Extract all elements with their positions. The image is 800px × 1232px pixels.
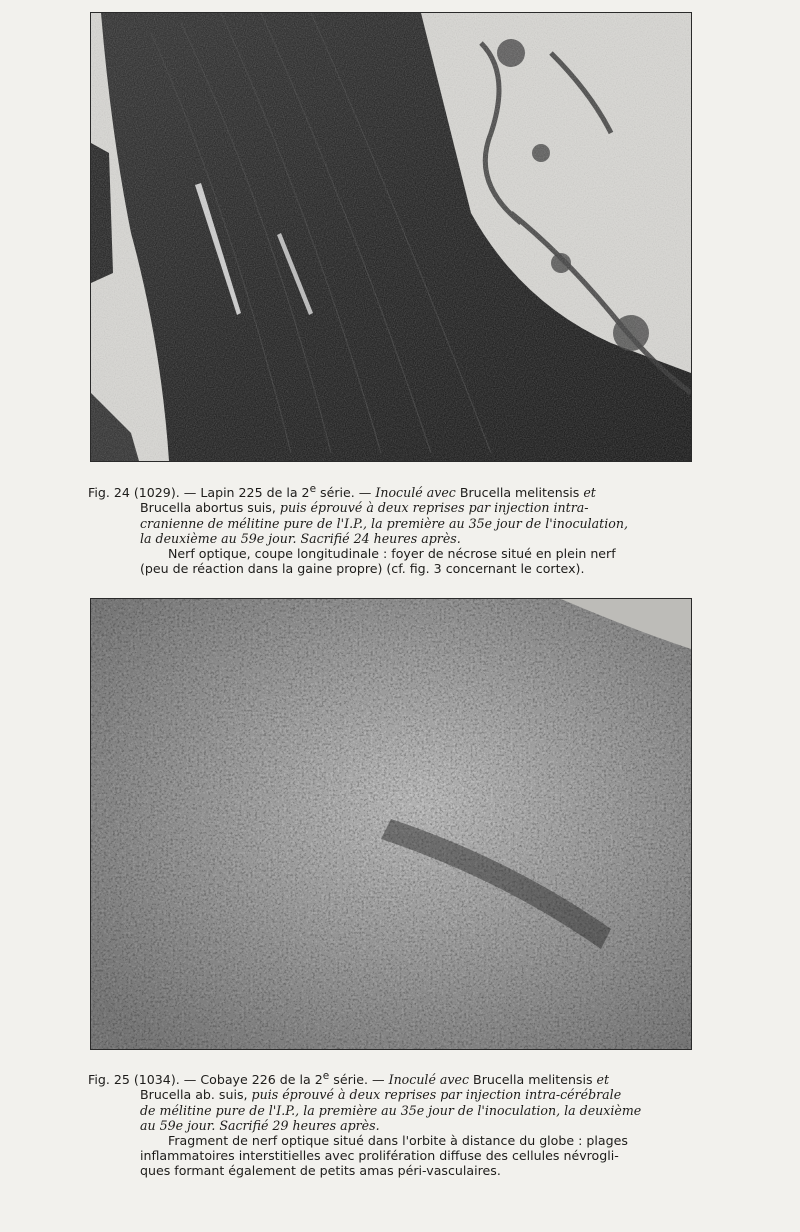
figure-25-photomicrograph [90,598,692,1050]
caption-text: Brucella ab. suis, [140,1087,252,1103]
caption-text: Brucella abortus suis, [140,500,280,516]
caption-text: série. — [316,485,376,501]
caption-line: ques formant également de petits amas péri-vasculaires. [140,1163,501,1179]
superscript: e [309,483,317,495]
caption-line: Fragment de nerf optique situé dans l'orbite à distance du globe : plages [168,1133,628,1148]
caption-line: cranienne de mélitine pure de l'I.P., la première au 35e jour de l'inoculation, [140,515,628,531]
caption-line: inflammatoires interstitielles avec prolifération diffuse des cellules névrogli- [140,1148,619,1164]
caption-line: la deuxième au 59e jour. Sacrifié 24 heures après. [140,530,461,546]
superscript: e [322,1070,330,1082]
caption-text: Brucella melitensis [455,485,584,501]
caption-text: Brucella melitensis [469,1072,597,1088]
figure-25-caption [88,1069,700,1179]
caption-text-italic: puis éprouvé à deux reprises par injection intra- [279,500,589,516]
figure-label: Fig. 25 (1034). — Cobaye 226 de la 2 [88,1072,323,1088]
figure-label: Fig. 24 (1029). — Lapin 225 de la 2 [88,485,310,501]
caption-text-italic: puis éprouvé à deux reprises par injection intra-cérébrale [251,1087,622,1103]
figure-24-photomicrograph [90,12,692,462]
caption-line: au 59e jour. Sacrifié 29 heures après. [140,1117,380,1133]
caption-text-italic: et [583,485,596,501]
caption-line: (peu de réaction dans la gaine propre) (cf. fig. 3 concernant le cortex). [140,561,585,577]
caption-line [88,482,700,500]
caption-line [88,1069,700,1087]
caption-line: Nerf optique, coupe longitudinale : foyer de nécrose situé en plein nerf [168,546,616,561]
caption-text: série. — [329,1072,389,1088]
caption-text-italic: Inoculé avec [375,485,456,501]
figure-24-caption [88,482,700,576]
caption-text-italic: Inoculé avec [388,1072,470,1088]
caption-line [88,500,700,515]
caption-line [88,1087,700,1102]
caption-line: de mélitine pure de l'I.P., la première au 35e jour de l'inoculation, la deuxième [140,1102,642,1118]
caption-text-italic: et [596,1072,610,1088]
